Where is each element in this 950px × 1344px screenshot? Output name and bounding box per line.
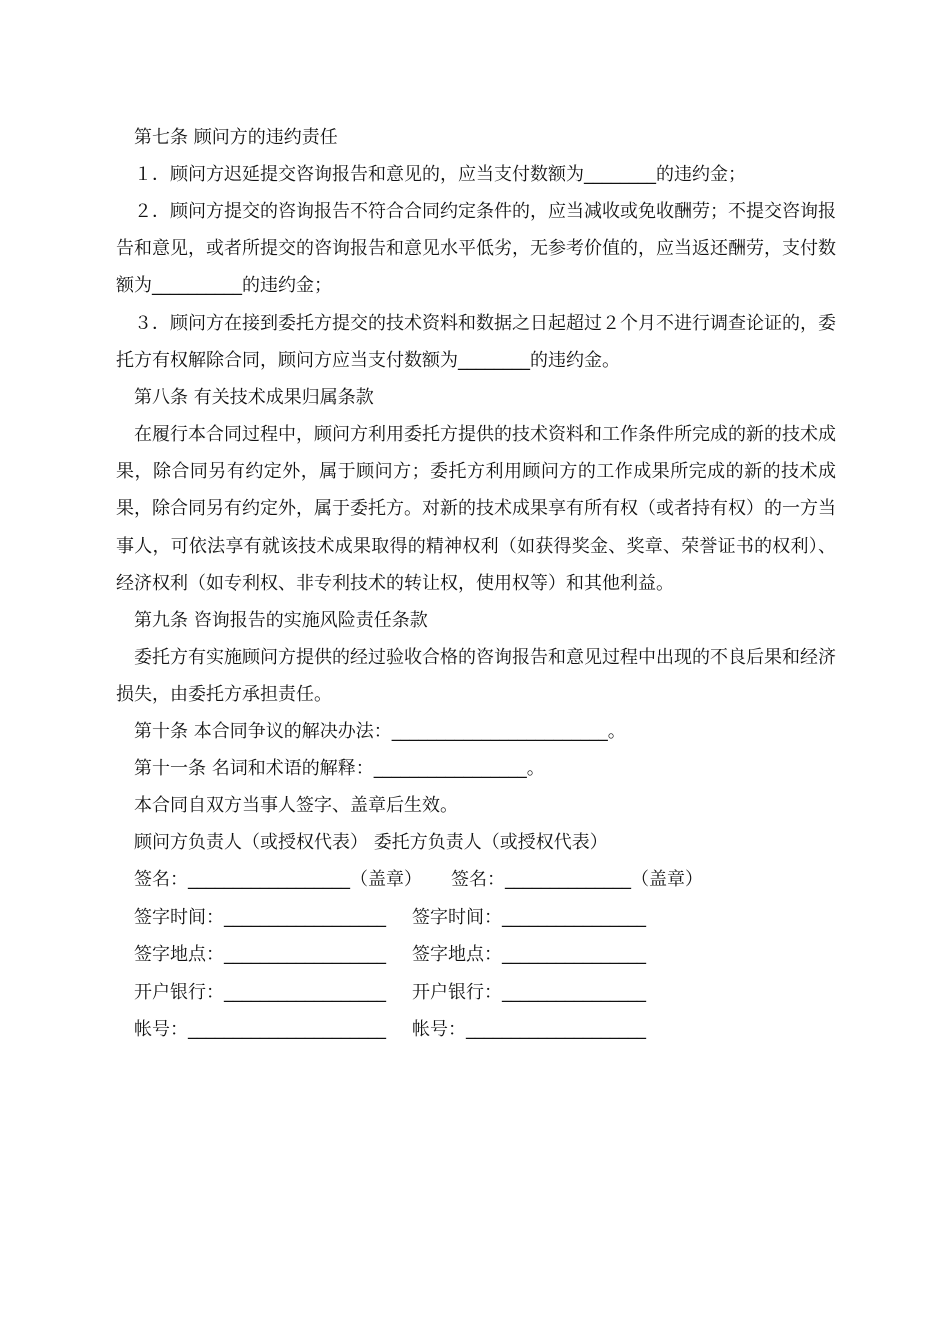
effective-clause: 本合同自双方当事人签字、盖章后生效。 bbox=[134, 795, 458, 817]
article10: 第十条 本合同争议的解决办法：________________________。 bbox=[134, 721, 626, 743]
article7-item1: １．顾问方迟延提交咨询报告和意见的，应当支付数额为________的违约金； bbox=[134, 164, 746, 185]
client-signature-field: 签名：______________（盖章） bbox=[451, 869, 703, 891]
consultant-sign-place-field: 签字地点：__________________ bbox=[134, 944, 386, 966]
consultant-bank-field: 开户银行：__________________ bbox=[134, 981, 386, 1003]
article8-body: 在履行本合同过程中，顾问方利用委托方提供的技术资料和工作条件所完成的新的技术成果，除合同另有约定外，属于顾问方；委托方利用顾问方的工作成果所完成的新的技术成果，除合同另有约定外，属于委托方。对新的技术成果享有所有权（或者持有权）的一方当事人，可依法享有就该技术成果取得的精神权利（如获得奖金、奖章、荣誉证书的权利）、经济权利（如专利权、非专利技术的转让权，使用权等）和其他利益。 bbox=[116, 424, 836, 594]
contract-page bbox=[116, 119, 836, 1049]
signature-row-bank bbox=[116, 974, 836, 1012]
signature-header: 顾问方负责人（或授权代表） 委托方负责人（或授权代表） bbox=[134, 832, 608, 854]
consultant-sign-time-field: 签字时间：__________________ bbox=[134, 906, 386, 928]
article8-heading: 第八条 有关技术成果归属条款 bbox=[134, 387, 374, 409]
article7-heading: 第七条 顾问方的违约责任 bbox=[134, 127, 338, 148]
client-sign-time-field: 签字时间：________________ bbox=[412, 906, 646, 928]
signature-row-time bbox=[116, 899, 836, 937]
consultant-account-field: 帐号：______________________ bbox=[134, 1019, 386, 1041]
signature-row-place bbox=[116, 936, 836, 974]
article11: 第十一条 名词和术语的解释：_________________。 bbox=[134, 758, 545, 780]
article9-body: 委托方有实施顾问方提供的经过验收合格的咨询报告和意见过程中出现的不良后果和经济损失，由委托方承担责任。 bbox=[116, 647, 836, 706]
client-bank-field: 开户银行：________________ bbox=[412, 981, 646, 1003]
signature-row-name bbox=[116, 861, 836, 899]
article9-heading: 第九条 咨询报告的实施风险责任条款 bbox=[134, 610, 428, 632]
article7-item2: ２．顾问方提交的咨询报告不符合合同约定条件的，应当减收或免收酬劳；不提交咨询报告和意见，或者所提交的咨询报告和意见水平低劣，无参考价值的，应当返还酬劳，支付数额为__________的违约金； bbox=[116, 201, 836, 297]
consultant-signature-field: 签名：__________________（盖章） bbox=[134, 869, 422, 891]
client-sign-place-field: 签字地点：________________ bbox=[412, 944, 646, 966]
article7-item3: ３．顾问方在接到委托方提交的技术资料和数据之日起超过２个月不进行调查论证的，委托方有权解除合同，顾问方应当支付数额为________的违约金。 bbox=[116, 312, 836, 371]
signature-row-account bbox=[116, 1011, 836, 1049]
client-account-field: 帐号：____________________ bbox=[412, 1019, 646, 1041]
